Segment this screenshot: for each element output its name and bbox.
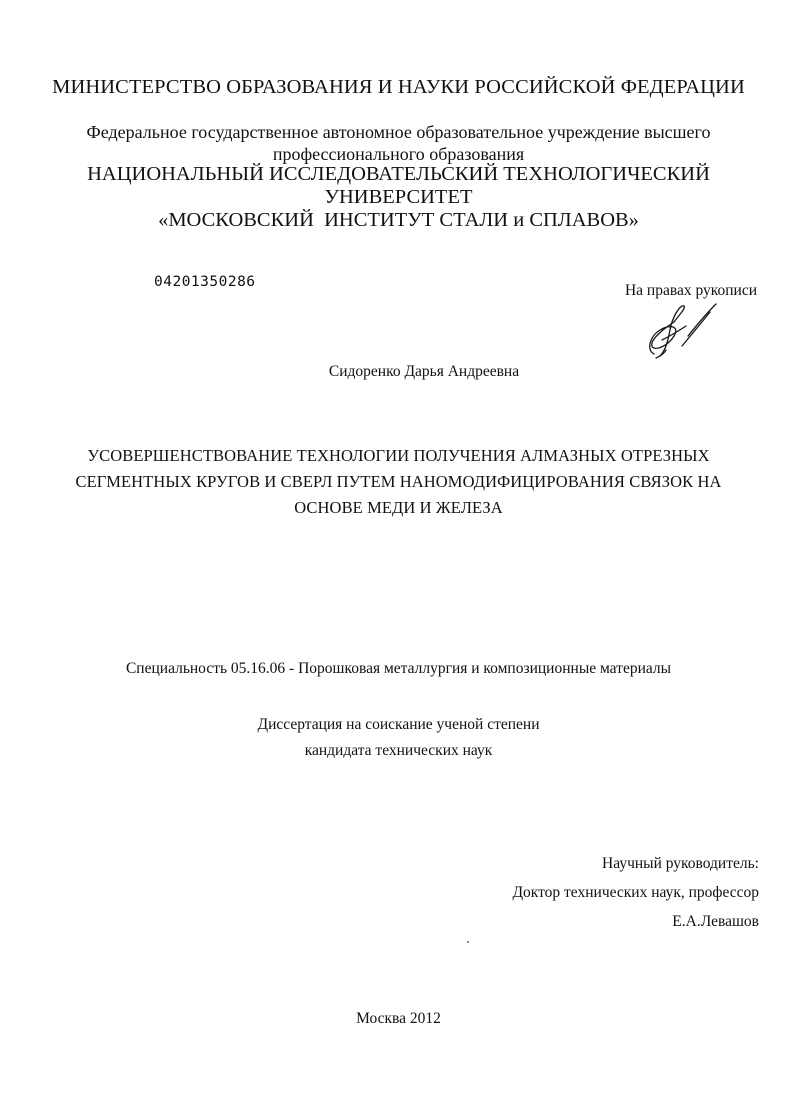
signature-icon [640, 300, 720, 364]
degree-statement [0, 712, 797, 764]
university-line-3: «МОСКОВСКИЙ ИНСТИТУТ СТАЛИ и СПЛАВОВ» [158, 209, 639, 231]
university-line-2: УНИВЕРСИТЕТ [324, 186, 473, 208]
university-name [0, 163, 797, 232]
specialty-line: Специальность 05.16.06 - Порошковая металлургия и композиционные материалы [125, 660, 672, 677]
place-year: Москва 2012 [356, 1010, 441, 1027]
dissertation-title [0, 443, 797, 521]
supervisor-name: Е.А.Левашов [672, 913, 759, 930]
title-line-3: ОСНОВЕ МЕДИ И ЖЕЛЕЗА [294, 498, 503, 517]
manuscript-rights: На правах рукописи [624, 282, 757, 299]
registration-number: 04201350286 [154, 274, 256, 290]
university-line-1: НАЦИОНАЛЬНЫЙ ИССЛЕДОВАТЕЛЬСКИЙ ТЕХНОЛОГИЧЕСКИЙ [87, 163, 710, 185]
supervisor-label: Научный руководитель: [602, 855, 759, 872]
supervisor-block [512, 849, 759, 936]
institution-line-2: профессионального образования [272, 144, 525, 164]
degree-line-1: Диссертация на соискание ученой степени [257, 716, 540, 733]
author-name: Сидоренко Дарья Андреевна [328, 363, 520, 380]
title-line-1: УСОВЕРШЕНСТВОВАНИЕ ТЕХНОЛОГИИ ПОЛУЧЕНИЯ АЛМАЗНЫХ ОТРЕЗНЫХ [87, 446, 710, 465]
institution-type [0, 121, 797, 165]
degree-line-2: кандидата технических наук [304, 742, 493, 759]
scan-speck [467, 941, 469, 943]
title-line-2: СЕГМЕНТНЫХ КРУГОВ И СВЕРЛ ПУТЕМ НАНОМОДИФИЦИРОВАНИЯ СВЯЗОК НА [75, 472, 722, 491]
supervisor-degree: Доктор технических наук, профессор [512, 884, 759, 901]
institution-line-1: Федеральное государственное автономное образовательное учреждение высшего [86, 122, 711, 142]
ministry-heading: МИНИСТЕРСТВО ОБРАЗОВАНИЯ И НАУКИ РОССИЙСКОЙ ФЕДЕРАЦИИ [52, 76, 745, 98]
